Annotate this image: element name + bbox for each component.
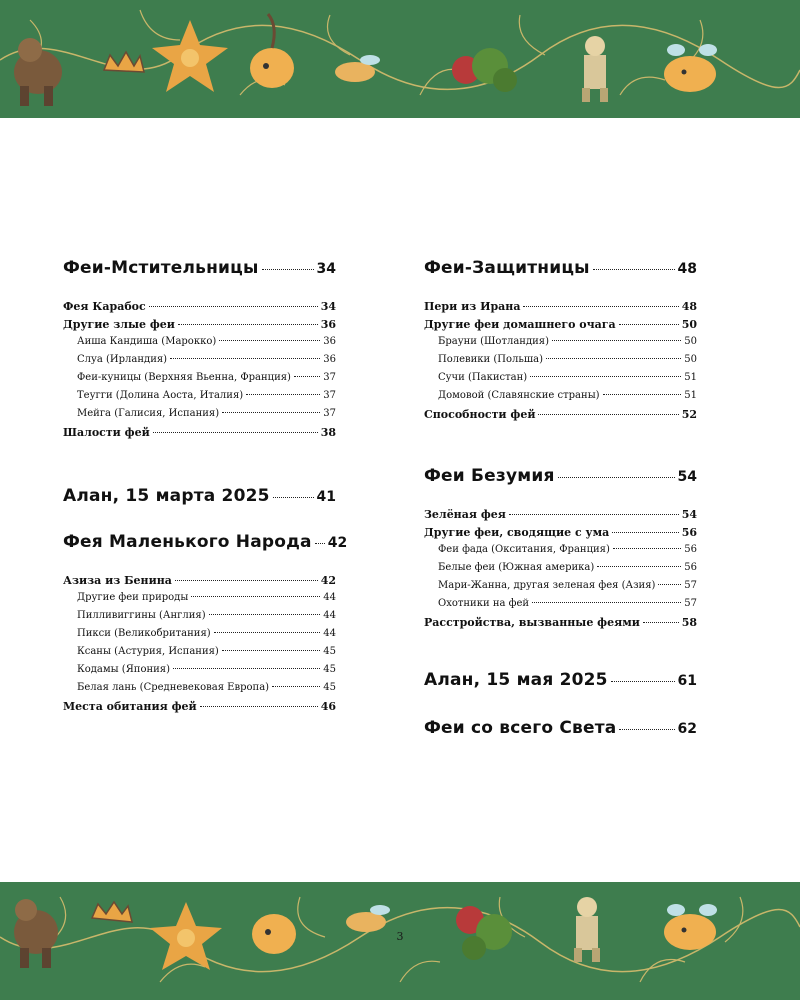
toc-entry[interactable] [424,408,697,421]
toc-entry[interactable] [63,318,336,331]
toc-entry-title: Расстройства, вызванные феями [424,616,640,629]
leader-dots [530,376,681,377]
leader-dots [209,614,321,615]
toc-subentry[interactable] [438,336,697,347]
crown-figure [92,902,132,922]
fairy-vine-illustration [0,0,800,118]
leader-dots [222,650,320,651]
toc-subentry-page: 57 [684,580,697,591]
toc-subentry-title: Мари-Жанна, другая зеленая фея (Азия) [438,580,656,591]
toc-heading[interactable] [424,258,697,278]
winged-fairy-figure [664,904,717,950]
toc-heading-page: 42 [327,535,348,551]
toc-subentry[interactable] [77,664,336,675]
toc-entry-title: Другие феи, сводящие с ума [424,526,610,539]
leader-dots [643,622,679,623]
toc-subentry-page: 37 [323,390,336,401]
leader-dots [532,602,681,603]
leader-dots [315,543,325,544]
toc-subentry-page: 36 [323,354,336,365]
toc-entry[interactable] [63,700,336,713]
toc-subentry-title: Теугги (Долина Аоста, Италия) [77,390,244,401]
toc-entry[interactable] [63,426,336,439]
leader-dots [262,269,314,270]
toc-heading-title: Феи со всего Света [424,718,617,738]
leader-dots [658,584,681,585]
leader-dots [612,532,678,533]
leader-dots [191,596,320,597]
toc-entry[interactable] [424,526,697,539]
toc-subentry[interactable] [77,628,336,639]
toc-entry[interactable] [424,300,697,313]
leader-dots [173,668,320,669]
toc-subentry-title: Охотники на фей [438,598,530,609]
toc-subentry[interactable] [77,682,336,693]
toc-subentry-page: 57 [684,598,697,609]
toc-subentry[interactable] [77,408,336,419]
toc-subentry-page: 51 [684,390,697,401]
toc-entry-title: Пери из Ирана [424,300,521,313]
toc-heading-title: Феи-Мстительницы [63,258,259,278]
toc-subentry-page: 36 [323,336,336,347]
toc-heading-title: Алан, 15 мая 2025 [424,670,608,690]
toc-subentry-title: Феи фада (Окситания, Франция) [438,544,610,555]
toc-entry[interactable] [424,318,697,331]
leader-dots [558,477,675,478]
toc-entry-title: Шалости фей [63,426,150,439]
toc-subentry-title: Ксаны (Астурия, Испания) [77,646,219,657]
toc-subentry-title: Кодамы (Япония) [77,664,170,675]
leader-dots [222,412,320,413]
leader-dots [170,358,320,359]
toc-subentry-title: Другие феи природы [77,592,189,603]
toc-heading[interactable] [424,466,697,486]
toc-subentry[interactable] [438,372,697,383]
toc-heading[interactable] [63,486,336,506]
top-decorative-border [0,0,800,118]
leader-dots [246,394,320,395]
toc-heading-title: Фея Маленького Народа [63,532,312,552]
toc-heading[interactable] [63,532,348,552]
toc-entry-page: 52 [681,408,697,421]
leader-dots [178,324,318,325]
crown-figure [104,52,144,72]
star-fairy-figure [152,20,228,92]
toc-entry-page: 38 [320,426,336,439]
toc-subentry[interactable] [438,544,697,555]
toc-entry-page: 34 [320,300,336,313]
toc-entry-title: Другие злые феи [63,318,175,331]
toc-heading-page: 41 [316,489,336,505]
toc-subentry[interactable] [438,390,697,401]
toc-heading-page: 48 [677,261,697,277]
toc-entry-page: 36 [320,318,336,331]
toc-subentry-page: 44 [323,628,336,639]
leader-dots [294,376,320,377]
elf-figure [582,36,608,102]
leader-dots [619,729,674,730]
leader-dots [200,706,318,707]
leader-dots [273,497,314,498]
leader-dots [546,358,681,359]
toc-subentry-page: 44 [323,610,336,621]
toc-entry[interactable] [63,300,336,313]
toc-entry-page: 54 [681,508,697,521]
toc-entry[interactable] [63,574,336,587]
toc-subentry-page: 37 [323,372,336,383]
toc-subentry[interactable] [438,598,697,609]
toc-subentry-page: 45 [323,664,336,675]
toc-subentry-page: 50 [684,336,697,347]
toc-subentry-title: Полевики (Польша) [438,354,543,365]
toc-subentry-title: Домовой (Славянские страны) [438,390,600,401]
toc-subentry-title: Аиша Кандиша (Марокко) [77,336,217,347]
toc-subentry-page: 45 [323,682,336,693]
leader-dots [272,686,320,687]
toc-heading-title: Феи Безумия [424,466,555,486]
leader-dots [538,414,678,415]
toc-entry-page: 42 [320,574,336,587]
leader-dots [219,340,320,341]
leader-dots [153,432,318,433]
toc-heading-title: Феи-Защитницы [424,258,590,278]
toc-heading-page: 34 [316,261,336,277]
toc-subentry[interactable] [77,592,336,603]
toc-entry-title: Другие феи домашнего очага [424,318,616,331]
leader-dots [552,340,681,341]
toc-entry-title: Места обитания фей [63,700,197,713]
toc-entry-page: 48 [681,300,697,313]
toc-entry-page: 56 [681,526,697,539]
leader-dots [214,632,321,633]
leader-dots [603,394,682,395]
leader-dots [149,306,318,307]
toc-subentry-title: Сучи (Пакистан) [438,372,528,383]
toc-heading[interactable] [63,258,336,278]
leader-dots [509,514,679,515]
toc-subentry-page: 56 [684,562,697,573]
toc-subentry-title: Слуа (Ирландия) [77,354,168,365]
toc-entry-page: 46 [320,700,336,713]
toc-subentry[interactable] [77,336,336,347]
toc-entry-title: Азиза из Бенина [63,574,172,587]
toc-heading-page: 62 [677,721,697,737]
toc-subentry[interactable] [77,390,336,401]
toc-subentry[interactable] [438,354,697,365]
toc-heading-title: Алан, 15 марта 2025 [63,486,270,506]
leader-dots [619,324,679,325]
winged-fairy-figure [664,44,717,92]
leader-dots [593,269,675,270]
toc-subentry-title: Феи-куницы (Верхняя Вьенна, Франция) [77,372,291,383]
toc-subentry-title: Брауни (Шотландия) [438,336,549,347]
leader-dots [611,681,675,682]
toc-subentry-page: 37 [323,408,336,419]
toc-subentry-page: 51 [684,372,697,383]
flying-fairy-figure [346,905,390,932]
toc-subentry-page: 45 [323,646,336,657]
toc-entry-title: Способности фей [424,408,536,421]
toc-subentry-title: Пилливиггины (Англия) [77,610,206,621]
toc-subentry[interactable] [438,562,697,573]
toc-entry[interactable] [424,616,697,629]
toc-heading-page: 61 [677,673,697,689]
leader-dots [523,306,678,307]
toc-heading-page: 54 [677,469,697,485]
toc-heading[interactable] [424,670,697,690]
troll-figure [14,38,62,106]
toc-entry-title: Фея Карабос [63,300,146,313]
toc-subentry-title: Белая лань (Средневековая Европа) [77,682,270,693]
toc-subentry-page: 56 [684,544,697,555]
page-number: 3 [396,930,404,943]
toc-entry-page: 50 [681,318,697,331]
toc-subentry[interactable] [77,610,336,621]
toc-entry-page: 58 [681,616,697,629]
leader-dots [597,566,681,567]
leader-dots [175,580,318,581]
toc-entry-title: Зелёная фея [424,508,506,521]
toc-subentry[interactable] [77,372,336,383]
toc-entry[interactable] [424,508,697,521]
toc-subentry-title: Пикси (Великобритания) [77,628,211,639]
leader-dots [613,548,681,549]
toc-subentry[interactable] [438,580,697,591]
berry-plant-figure [452,48,517,92]
toc-subentry-page: 50 [684,354,697,365]
toc-subentry[interactable] [77,354,336,365]
toc-subentry[interactable] [77,646,336,657]
toc-heading[interactable] [424,718,697,738]
toc-subentry-title: Мейга (Галисия, Испания) [77,408,220,419]
toc-subentry-page: 44 [323,592,336,603]
toc-subentry-title: Белые феи (Южная америка) [438,562,595,573]
